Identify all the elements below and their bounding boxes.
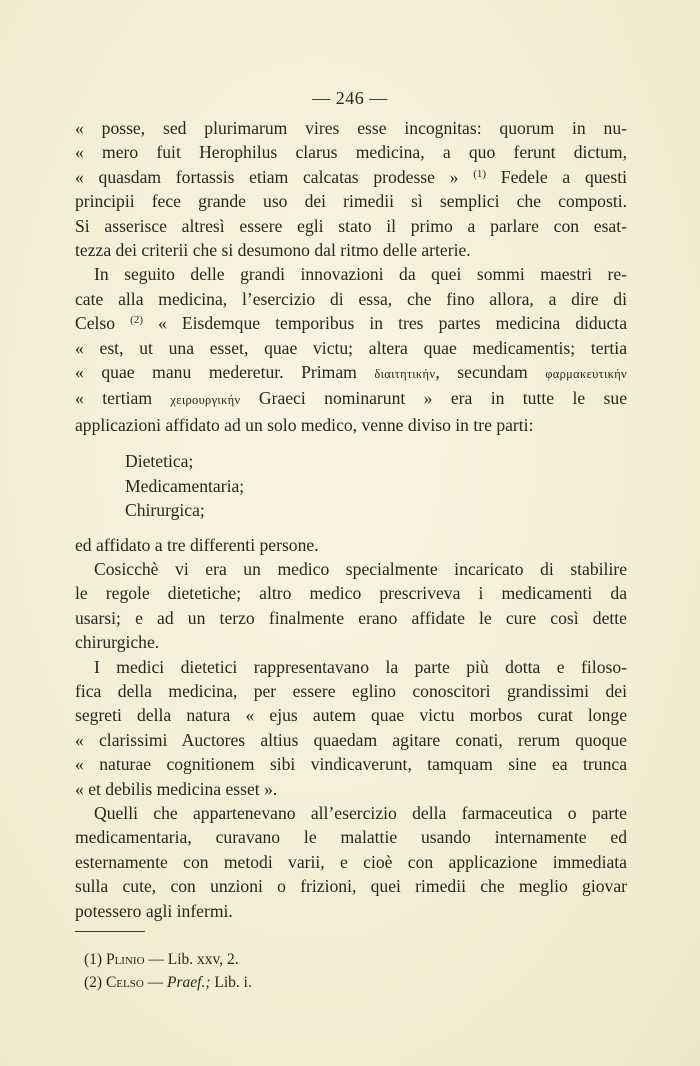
text-span: , secundam — [435, 362, 546, 383]
text-line-quote: « quasdam fortassis etiam calcatas prodesse » — [75, 166, 459, 187]
footnotes — [84, 948, 252, 994]
greek-word: χειρουργικήν — [170, 393, 241, 408]
footnote-mark: (2) — [84, 974, 103, 991]
paragraph-after-list — [75, 533, 627, 557]
footnote-ref-1: (1) — [473, 167, 487, 180]
text-line: Cosicchè vi era un medico specialmente incaricato di stabilire — [94, 558, 627, 579]
text-line: « posse, sed plurimarum vires esse incognitas: quorum in nu- — [75, 118, 627, 138]
footnote-2 — [84, 971, 252, 994]
text-line: applicazioni affidato ad un solo medico, venne diviso in tre parti: — [75, 414, 534, 435]
page-number: — 246 — — [312, 88, 388, 108]
text-line: Quelli che appartenevano all’esercizio della farmaceutica o parte — [94, 802, 627, 823]
paragraph-4 — [75, 655, 627, 801]
text-span: « tertiam — [75, 388, 171, 409]
text-line: principii fece grande uso dei rimedii sì semplici che composti. — [75, 191, 627, 212]
footnote-ref: Lib. xxv, 2. — [167, 951, 239, 968]
text-span: « Eisdemque temporibus in tres partes medicina diducta — [142, 313, 628, 334]
text-line — [75, 360, 627, 386]
text-line — [75, 311, 627, 335]
list-item: Chirurgica; — [125, 500, 205, 521]
paragraph-2 — [75, 262, 627, 437]
division-list — [125, 449, 627, 522]
text-line: fica della medicina, per essere eglino conoscitori grandissimi dei — [75, 680, 627, 701]
footnote-sep: — — [143, 974, 168, 991]
footnote-1 — [84, 948, 252, 971]
text-line: In seguito delle grandi innovazioni da quei sommi maestri re- — [94, 264, 627, 285]
text-line: potessero agli infermi. — [75, 900, 233, 921]
text-line: le regole dietetiche; altro medico prescriveva i medicamenti da — [75, 583, 627, 604]
paragraph-3 — [75, 557, 627, 655]
paragraph-1 — [75, 116, 627, 262]
text-line — [75, 165, 627, 189]
text-span: « quae manu mederetur. Primam — [75, 362, 375, 383]
paragraph-5 — [75, 801, 627, 923]
footnote-work: Praef.; — [167, 974, 211, 991]
text-line: cate alla medicina, l’esercizio di essa, che fino allora, a dire di — [75, 288, 627, 309]
text-line: « naturae cognitionem sibi vindicaverunt, tamquam sine ea trunca — [75, 754, 627, 775]
greek-word: διαιτητικήν — [374, 367, 436, 382]
text-line: « mero fuit Herophilus clarus medicina, a quo ferunt dictum, — [75, 142, 627, 163]
text-line: Si asserisce altresì essere egli stato il primo a parlare con esat- — [75, 215, 627, 236]
list-item: Medicamentaria; — [125, 475, 245, 496]
footnote-ref-2: (2) — [130, 314, 143, 327]
text-line: « et debilis medicina esset ». — [75, 778, 278, 799]
footnote-author: Plinio — [105, 951, 145, 968]
footnote-ref: Lib. i. — [210, 974, 252, 991]
text-line: esternamente con metodi varii, e cioè con applicazione immediata — [75, 851, 627, 872]
text-line-tail: Fedele a questi — [486, 166, 627, 187]
footnote-sep: — — [144, 951, 168, 968]
footnote-author: Celso — [105, 974, 144, 991]
text-line: medicamentaria, curavano le malattie usando internamente ed — [75, 827, 627, 848]
footnote-divider — [75, 931, 145, 932]
text-line: I medici dietetici rappresentavano la parte più dotta e filoso- — [94, 656, 627, 677]
text-line: « clarissimi Auctores altius quaedam agitare conati, rerum quoque — [75, 729, 627, 750]
text-line: segreti della natura « ejus autem quae victu morbos curat longe — [75, 705, 627, 726]
text-line — [75, 386, 627, 412]
text-line: chirurgiche. — [75, 632, 160, 653]
text-span: Celso — [75, 313, 131, 334]
text-line: sulla cute, con unzioni o frizioni, quei rimedii che meglio giovar — [75, 876, 627, 897]
text-span: Graeci nominarunt » era in tutte le sue — [240, 388, 628, 409]
body-text — [75, 116, 627, 923]
text-line: usarsi; e ad un terzo finalmente erano affidate le cure così dette — [75, 607, 627, 628]
text-line: « est, ut una esset, quae victu; altera quae medicamentis; tertia — [75, 337, 627, 358]
text-line: ed affidato a tre differenti persone. — [75, 534, 319, 555]
greek-word: φαρμακευτικήν — [545, 367, 627, 382]
footnote-mark: (1) — [84, 951, 103, 968]
text-line: tezza dei criterii che si desumono dal ritmo delle arterie. — [75, 240, 471, 261]
list-item: Dietetica; — [125, 451, 194, 472]
